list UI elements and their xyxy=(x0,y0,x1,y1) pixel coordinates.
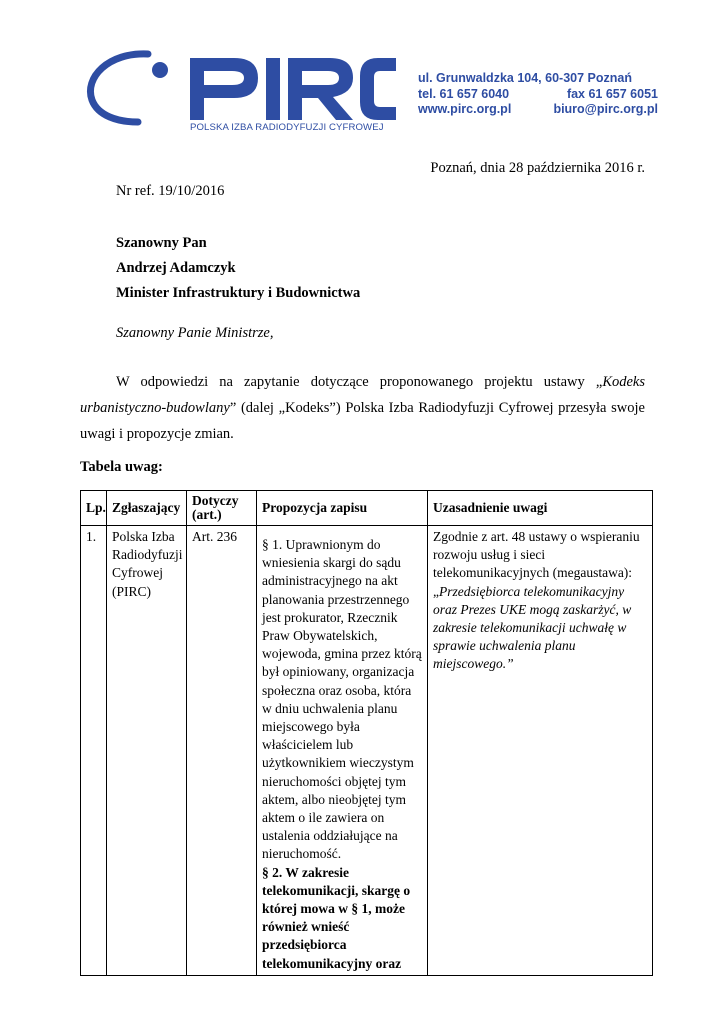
cell-lp: 1. xyxy=(81,526,107,976)
cell-zglaszajacy: Polska Izba Radiodyfuzji Cyfrowej (PIRC) xyxy=(107,526,187,976)
cell-uzasadnienie xyxy=(428,526,653,976)
contact-block xyxy=(418,71,658,118)
propozycja-paragraph-2: § 2. W zakresie telekomunikacji, skargę o której mowa w § 1, może również wnieść przedsiębiorca telekomunikacyjny oraz xyxy=(262,864,411,971)
contact-email-link[interactable]: biuro@pirc.org.pl xyxy=(553,102,658,116)
cell-dotyczy: Art. 236 xyxy=(187,526,257,976)
remarks-table xyxy=(80,490,653,976)
contact-web-row xyxy=(418,102,658,118)
uzasadnienie-text: Zgodnie z art. 48 ustawy o wspieraniu rozwoju usług i sieci telekomunikacyjnych (megaustawa): „ xyxy=(433,529,640,599)
contact-fax: fax 61 657 6051 xyxy=(566,86,658,101)
uzasadnienie-quote: Przedsiębiorca telekomunikacyjny oraz Prezes UKE mogą zaskarżyć, w zakresie telekomunikacji uchwałę w sprawie uchwalenia planu miejscowego.” xyxy=(433,583,632,672)
addressee-line-3: Minister Infrastruktury i Budownictwa xyxy=(116,285,361,301)
letter-date: Poznań, dnia 28 października 2016 r. xyxy=(430,160,645,176)
table-header-row xyxy=(81,491,653,526)
pirc-logo-graphic xyxy=(78,40,398,150)
header-uzasadnienie: Uzasadnienie uwagi xyxy=(428,491,653,526)
body-paragraph xyxy=(80,369,645,447)
contact-address-row xyxy=(418,71,658,87)
contact-tel: tel. 61 657 6040 xyxy=(418,86,510,101)
body-text-post: ” (dalej „Kodeks”) Polska Izba Radiodyfuzji Cyfrowej przesyła swoje uwagi i propozycje zmian. xyxy=(80,400,645,442)
pirc-logo xyxy=(78,40,398,150)
table-title: Tabela uwag: xyxy=(80,459,163,475)
letter-reference: Nr ref. 19/10/2016 xyxy=(116,183,225,199)
contact-phone-row xyxy=(418,87,658,103)
header-lp: Lp. xyxy=(81,491,107,526)
addressee-line-2: Andrzej Adamczyk xyxy=(116,260,236,276)
logo-subtitle: POLSKA IZBA RADIODYFUZJI CYFROWEJ xyxy=(190,122,384,133)
body-text-pre: W odpowiedzi na zapytanie dotyczące proponowanego projektu ustawy „ xyxy=(116,374,603,390)
contact-address: ul. Grunwaldzka 104, 60-307 Poznań xyxy=(418,71,632,85)
contact-www-link[interactable]: www.pirc.org.pl xyxy=(418,102,512,116)
propozycja-paragraph-1: § 1. Uprawnionym do wniesienia skargi do sądu administracyjnego na akt planowania przestrzennego jest prokurator, Rzecznik Praw Obywatelskich, wojewoda, gmina przez którą był opiniowany, organizacja społeczna oraz osoba, która w dniu uchwalenia planu miejscowego była właścicielem lub użytkownikiem wieczystym nieruchomości objętej tym aktem, albo nieobjętej tym aktem o ile zawiera on ustalenia oddziałujące na nieruchomość. xyxy=(262,537,422,862)
header-propozycja: Propozycja zapisu xyxy=(257,491,428,526)
body-text-italic: Kodeks urbanistyczno-budowlany xyxy=(80,374,645,416)
addressee-block xyxy=(116,231,360,306)
table-row xyxy=(81,526,653,976)
addressee-line-1: Szanowny Pan xyxy=(116,235,207,251)
header-zglaszajacy: Zgłaszający xyxy=(107,491,187,526)
header-dotyczy: Dotyczy (art.) xyxy=(187,491,257,526)
cell-propozycja xyxy=(257,526,428,976)
salutation: Szanowny Panie Ministrze, xyxy=(116,325,274,341)
